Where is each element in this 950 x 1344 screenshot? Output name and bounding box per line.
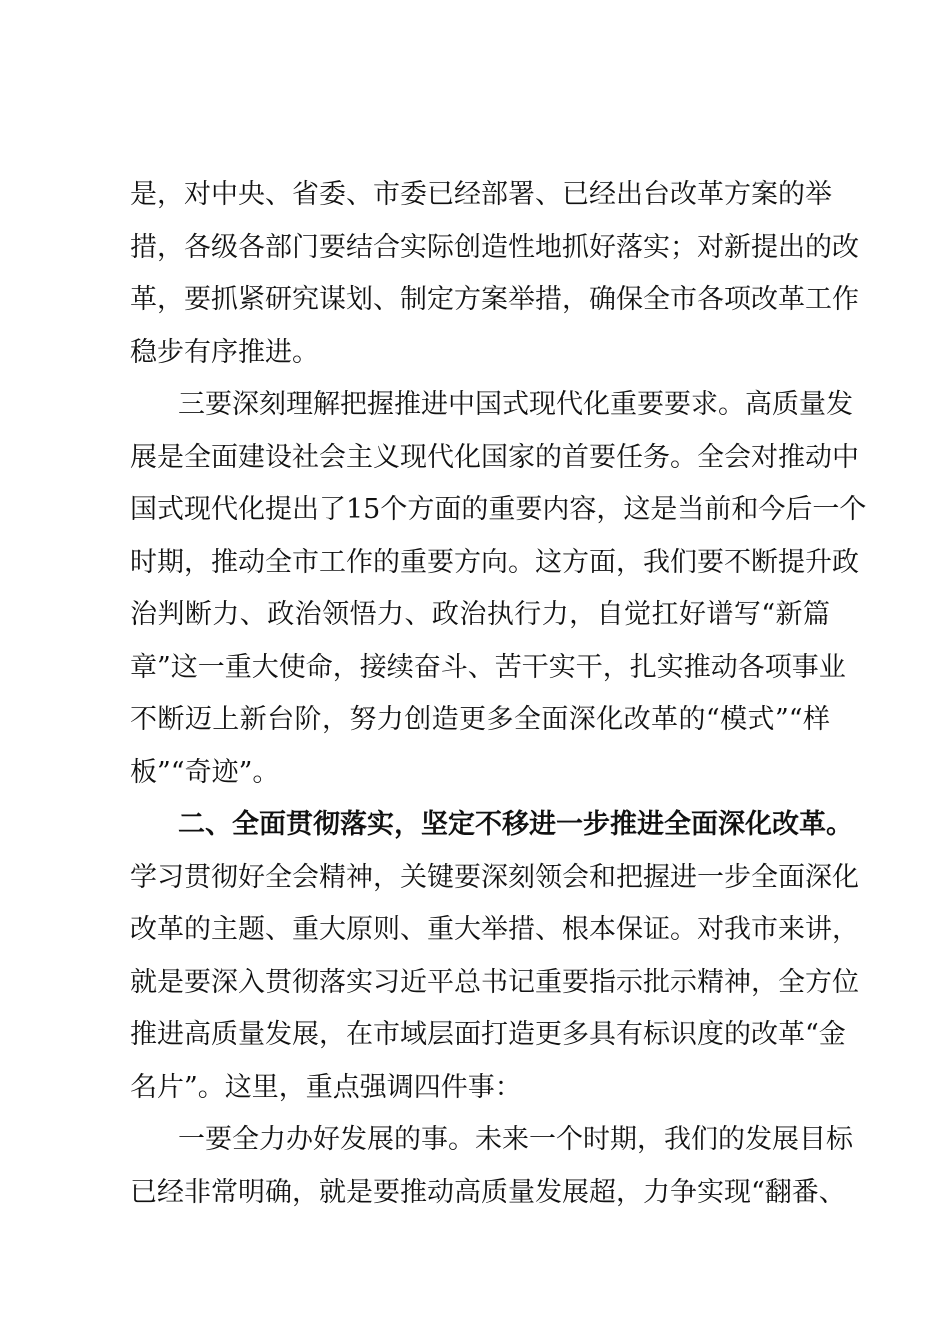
- text-line: 推进高质量发展，在市域层面打造更多具有标识度的改革“金: [130, 1019, 846, 1050]
- paragraph-start: 三要深刻理解把握推进中国式现代化重要要求。高质量发: [178, 389, 853, 420]
- text-line: 改革的主题、重大原则、重大举措、根本保证。对我市来讲，: [130, 914, 859, 945]
- text-line: 不断迈上新台阶，努力创造更多全面深化改革的“模式”“样: [130, 704, 830, 735]
- text-line: 稳步有序推进。: [130, 337, 319, 368]
- text-line: 国式现代化提出了15个方面的重要内容，这是当前和今后一个: [130, 494, 867, 525]
- text-line: 是，对中央、省委、市委已经部署、已经出台改革方案的举: [130, 179, 832, 210]
- text-line: 名片”。这里，重点强调四件事：: [130, 1072, 522, 1103]
- text-line: 板”“奇迹”。: [130, 757, 280, 788]
- text-line: 学习贯彻好全会精神，关键要深刻领会和把握进一步全面深化: [130, 862, 859, 893]
- text-line: 时期，推动全市工作的重要方向。这方面，我们要不断提升政: [130, 547, 859, 578]
- text-line: 就是要深入贯彻落实习近平总书记重要指示批示精神，全方位: [130, 967, 859, 998]
- text-line: 革，要抓紧研究谋划、制定方案举措，确保全市各项改革工作: [130, 284, 859, 315]
- section-heading: 二、全面贯彻落实，坚定不移进一步推进全面深化改革。: [178, 809, 853, 840]
- paragraph-start: 一要全力办好发展的事。未来一个时期，我们的发展目标: [178, 1124, 853, 1155]
- text-line: 治判断力、政治领悟力、政治执行力，自觉扛好谱写“新篇: [130, 599, 830, 630]
- text-line: 已经非常明确，就是要推动高质量发展超，力争实现“翻番、: [130, 1177, 846, 1208]
- text-line: 章”这一重大使命，接续奋斗、苦干实干，扎实推动各项事业: [130, 652, 846, 683]
- text-line: 措，各级各部门要结合实际创造性地抓好落实；对新提出的改: [130, 232, 859, 263]
- text-line: 展是全面建设社会主义现代化国家的首要任务。全会对推动中: [130, 442, 859, 473]
